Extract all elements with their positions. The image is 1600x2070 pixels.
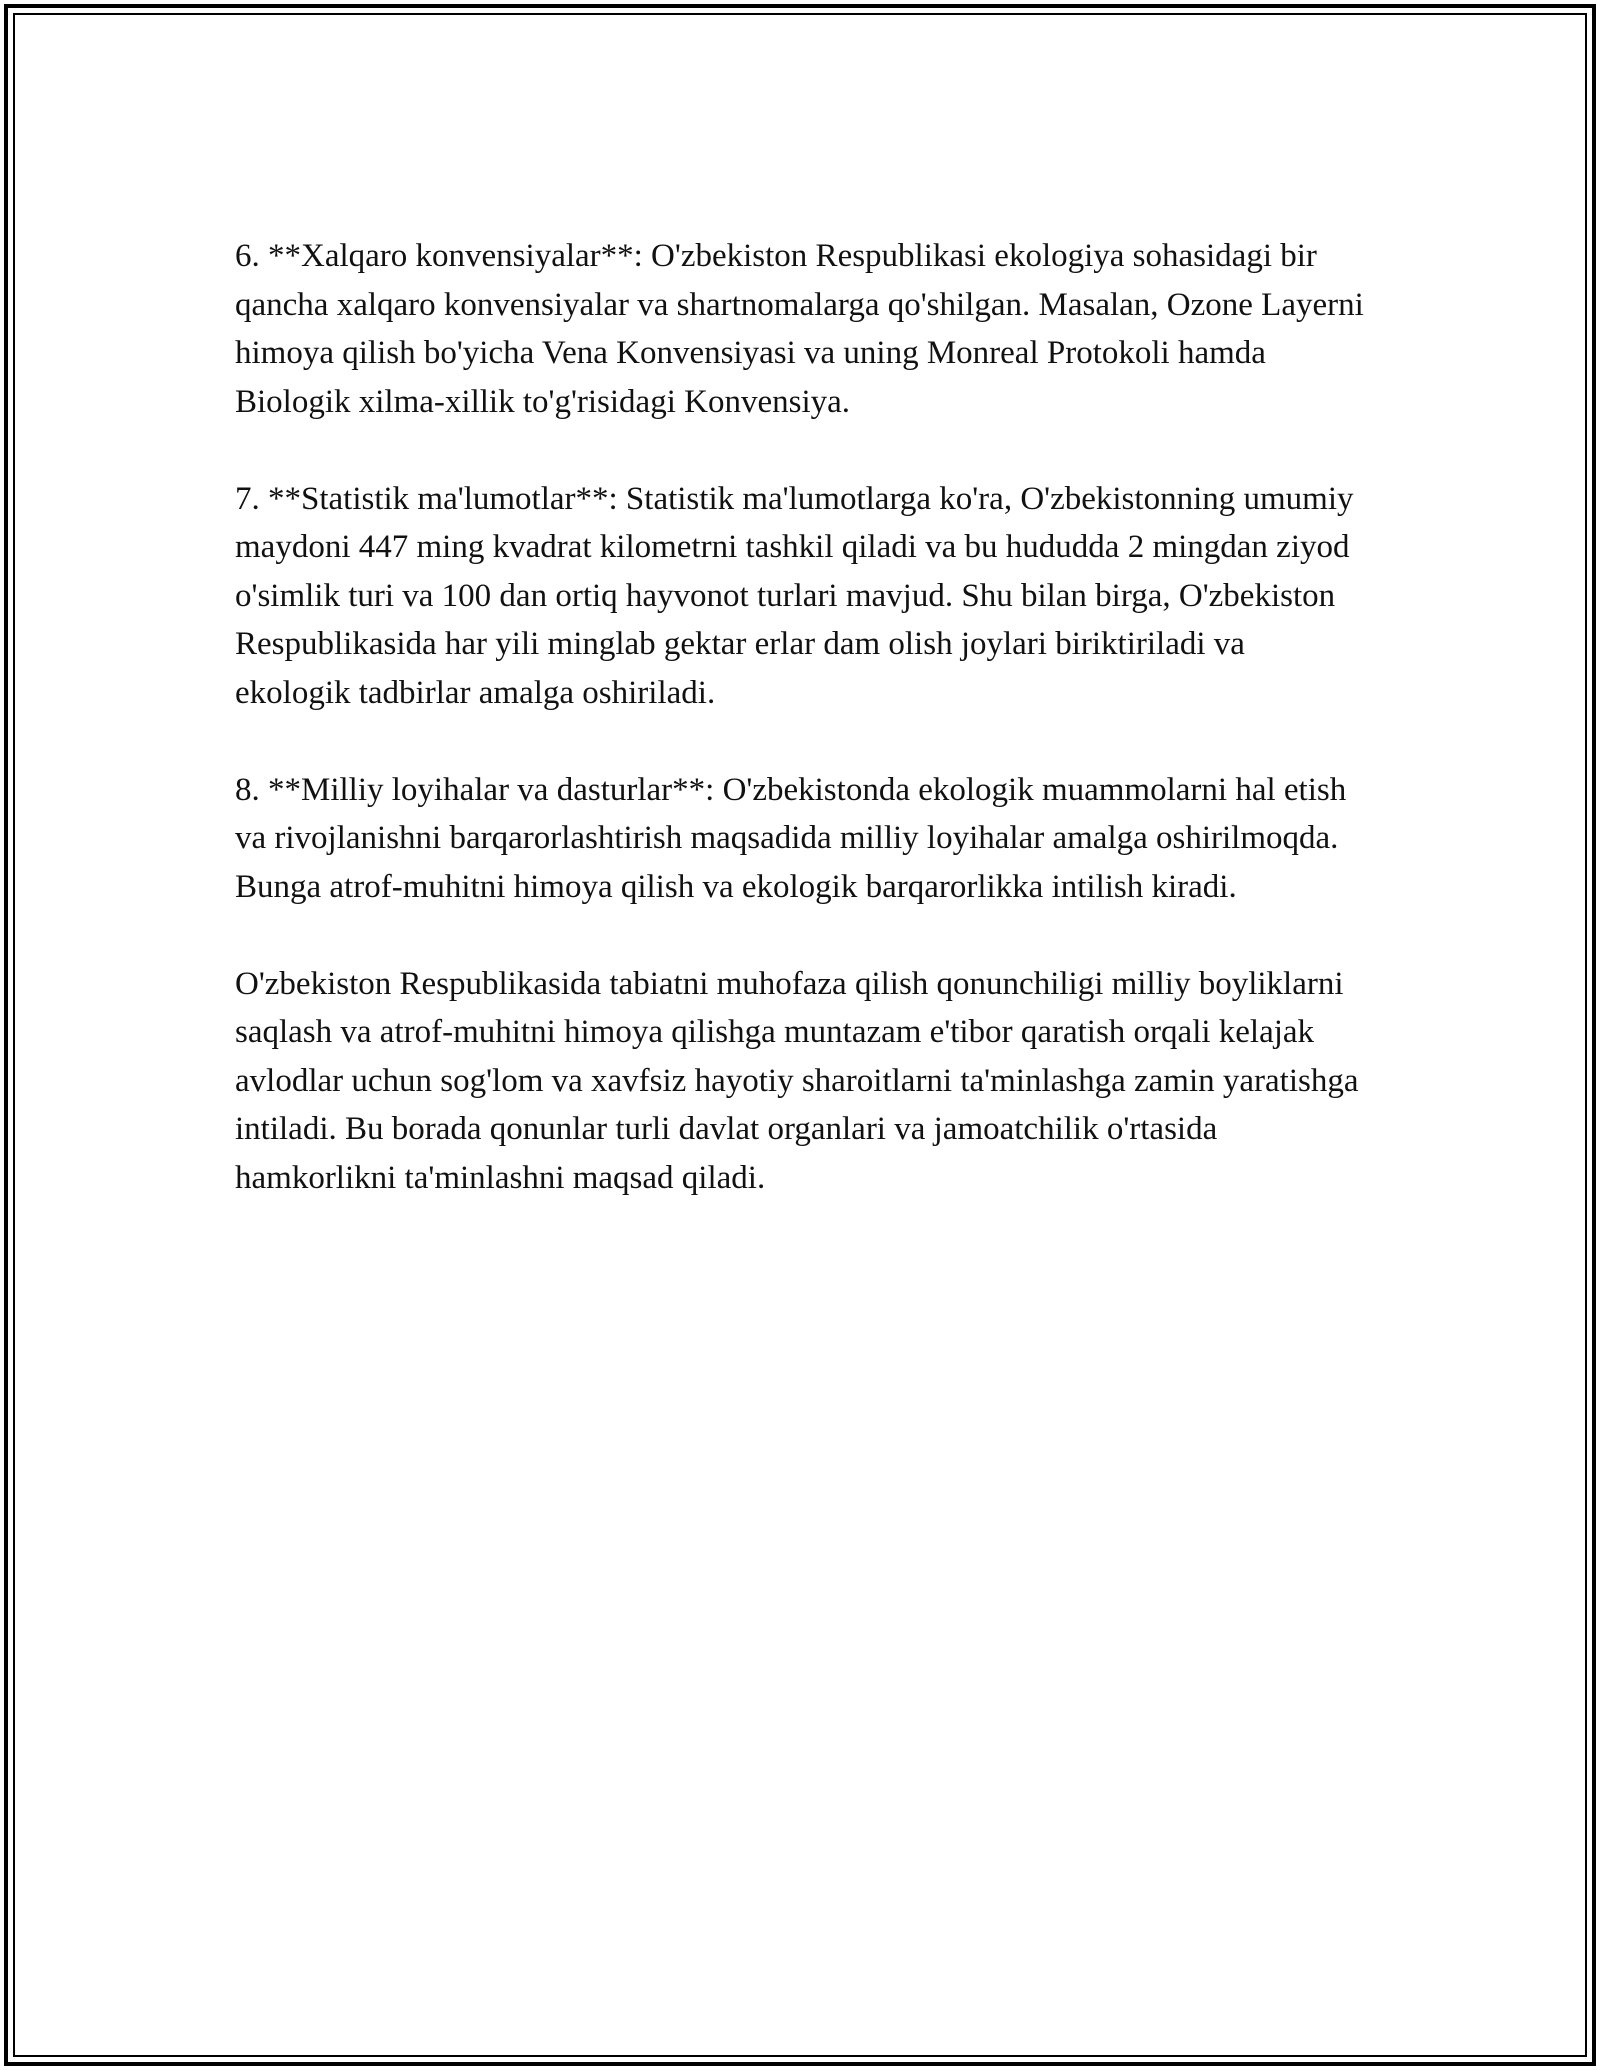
document-body xyxy=(235,232,1365,1251)
paragraph-statistics: 7. **Statistik ma'lumotlar**: Statistik ma'lumotlarga ko'ra, O'zbekistonning umumiy maydoni 447 ming kvadrat kilometrni tashkil qiladi va bu hududda 2 mingdan ziyod o'simlik turi va 100 dan ortiq hayvonot turlari mavjud. Shu bilan birga, O'zbekiston Respublikasida har yili minglab gektar erlar dam olish joylari biriktiriladi va ekologik tadbirlar amalga oshiriladi. xyxy=(235,480,1354,711)
paragraph-international-conventions: 6. **Xalqaro konvensiyalar**: O'zbekiston Respublikasi ekologiya sohasidagi bir qancha xalqaro konvensiyalar va shartnomalarga qo'shilgan. Masalan, Ozone Layerni himoya qilish bo'yicha Vena Konvensiyasi va uning Monreal Protokoli hamda Biologik xilma-xillik to'g'risidagi Konvensiya. xyxy=(235,238,1364,420)
paragraph-conclusion: O'zbekiston Respublikasida tabiatni muhofaza qilish qonunchiligi milliy boyliklarni saqlash va atrof-muhitni himoya qilishga muntazam e'tibor qaratish orqali kelajak avlodlar uchun sog'lom va xavfsiz hayotiy sharoitlarni ta'minlashga zamin yaratishga intiladi. Bu borada qonunlar turli davlat organlari va jamoatchilik o'rtasida hamkorlikni ta'minlashni maqsad qiladi. xyxy=(235,965,1359,1196)
paragraph-national-projects: 8. **Milliy loyihalar va dasturlar**: O'zbekistonda ekologik muammolarni hal etish va rivojlanishni barqarorlashtirish maqsadida milliy loyihalar amalga oshirilmoqda. Bunga atrof-muhitni himoya qilish va ekologik barqarorlikka intilish kiradi. xyxy=(235,771,1347,905)
